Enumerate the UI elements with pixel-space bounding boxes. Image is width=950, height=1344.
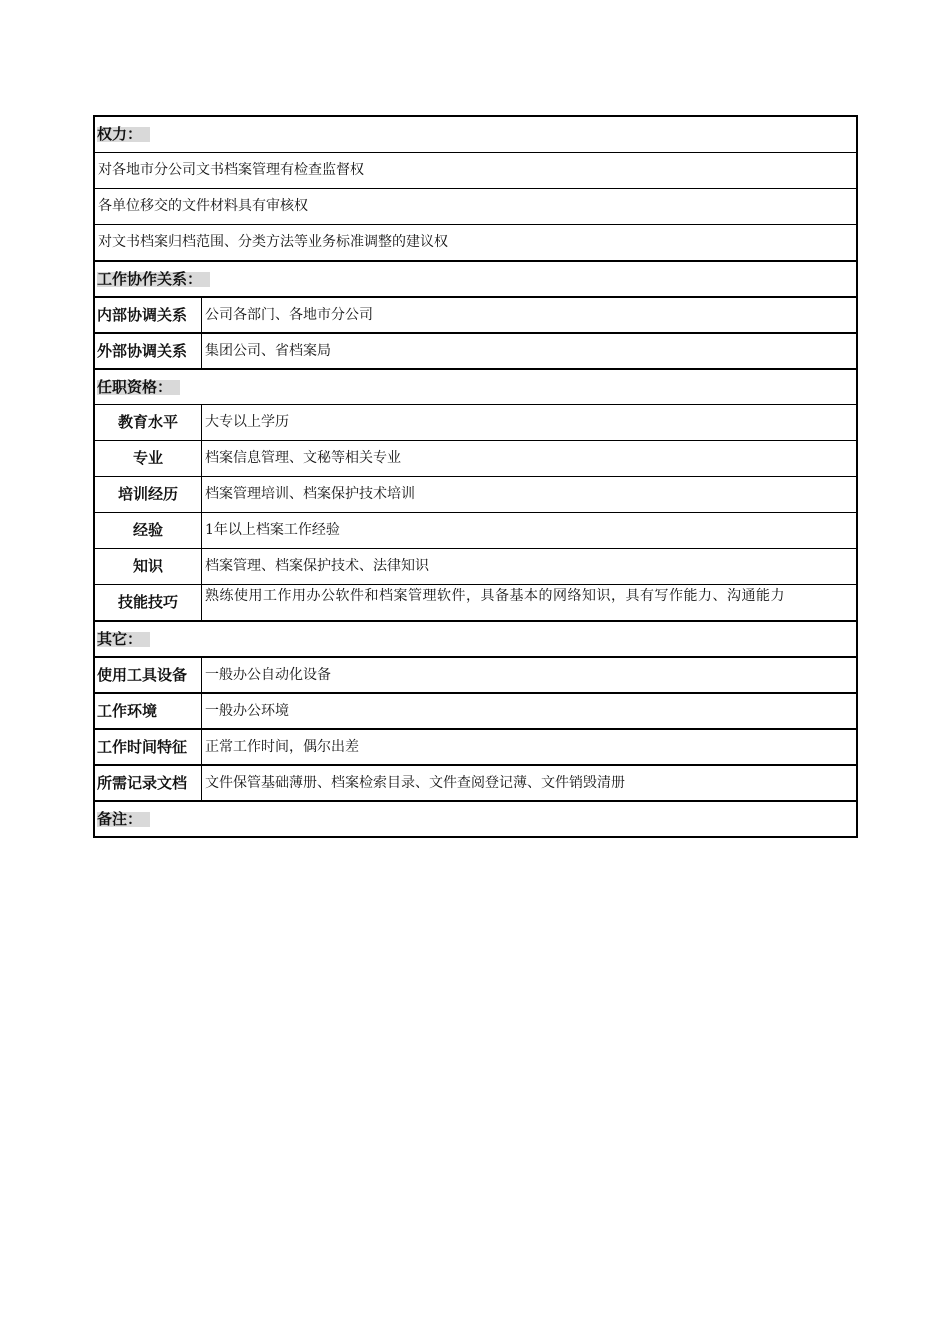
authority-item-row [95, 224, 856, 260]
qualifications-heading: 任职资格： [95, 370, 856, 404]
other-row [95, 764, 856, 800]
qualification-row [95, 476, 856, 512]
authority-heading-row [95, 117, 856, 152]
qualification-row [95, 584, 856, 620]
qualification-row [95, 440, 856, 476]
qualifications-heading-row [95, 368, 856, 404]
other-label: 工作环境 [95, 694, 202, 728]
other-heading: 其它： [95, 622, 856, 656]
authority-item-row [95, 152, 856, 188]
other-label: 使用工具设备 [95, 658, 202, 692]
qualification-label: 培训经历 [95, 477, 202, 512]
other-row [95, 692, 856, 728]
qualification-value: 档案管理培训、档案保护技术培训 [205, 486, 415, 502]
qualification-row [95, 512, 856, 548]
qualification-row [95, 548, 856, 584]
qualification-value: 大专以上学历 [205, 414, 289, 430]
other-row [95, 728, 856, 764]
authority-item-row [95, 188, 856, 224]
qualification-value: 档案管理、档案保护技术、法律知识 [205, 558, 429, 574]
qualification-value: 档案信息管理、文秘等相关专业 [205, 450, 401, 466]
relation-value: 集团公司、省档案局 [205, 342, 331, 359]
authority-item: 对文书档案归档范围、分类方法等业务标准调整的建议权 [98, 234, 448, 250]
qualification-label: 教育水平 [95, 405, 202, 440]
relation-row [95, 296, 856, 332]
authority-item: 各单位移交的文件材料具有审核权 [98, 198, 308, 214]
other-value: 文件保管基础薄册、档案检索目录、文件查阅登记薄、文件销毁清册 [205, 774, 625, 791]
other-value: 正常工作时间，偶尔出差 [205, 738, 359, 755]
qualification-label: 专业 [95, 441, 202, 476]
relation-value: 公司各部门、各地市分公司 [205, 306, 373, 323]
qualification-label: 知识 [95, 549, 202, 584]
relations-heading-row [95, 260, 856, 296]
relation-row [95, 332, 856, 368]
qualification-row [95, 404, 856, 440]
other-heading-row [95, 620, 856, 656]
other-label: 所需记录文档 [95, 766, 202, 800]
qualification-label: 经验 [95, 513, 202, 548]
remarks-heading: 备注： [95, 802, 856, 836]
relation-label: 外部协调关系 [95, 334, 202, 368]
qualification-value: 熟练使用工作用办公软件和档案管理软件，具备基本的网络知识，具有写作能力、沟通能力 [205, 588, 785, 604]
relations-heading: 工作协作关系： [95, 262, 856, 296]
authority-heading: 权力： [95, 117, 856, 152]
other-value: 一般办公环境 [205, 702, 289, 719]
qualification-label: 技能技巧 [95, 585, 202, 620]
qualification-value: 1年以上档案工作经验 [205, 522, 340, 538]
authority-item: 对各地市分公司文书档案管理有检查监督权 [98, 162, 364, 178]
job-description-table [93, 115, 858, 838]
other-label: 工作时间特征 [95, 730, 202, 764]
other-value: 一般办公自动化设备 [205, 666, 331, 683]
other-row [95, 656, 856, 692]
relation-label: 内部协调关系 [95, 298, 202, 332]
remarks-heading-row [95, 800, 856, 836]
